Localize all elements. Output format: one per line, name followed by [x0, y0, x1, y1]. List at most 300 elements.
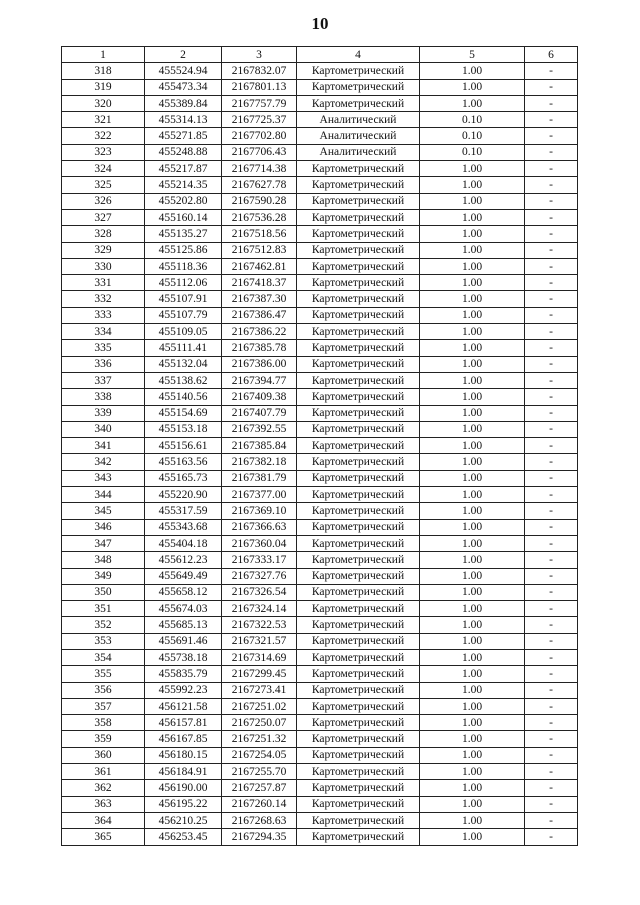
point-number-cell: 336 [62, 356, 145, 372]
x-coordinate-cell: 455160.14 [145, 209, 222, 225]
table-row [62, 535, 578, 551]
point-number-cell: 342 [62, 454, 145, 470]
table-row [62, 780, 578, 796]
y-coordinate-cell: 2167386.47 [222, 307, 297, 323]
accuracy-cell: 1.00 [420, 389, 525, 405]
point-number-cell: 340 [62, 421, 145, 437]
table-row [62, 682, 578, 698]
table-row [62, 356, 578, 372]
y-coordinate-cell: 2167381.79 [222, 470, 297, 486]
note-cell: - [525, 617, 578, 633]
accuracy-cell: 1.00 [420, 275, 525, 291]
table-row [62, 731, 578, 747]
x-coordinate-cell: 456167.85 [145, 731, 222, 747]
accuracy-cell: 1.00 [420, 242, 525, 258]
x-coordinate-cell: 455220.90 [145, 487, 222, 503]
accuracy-cell: 1.00 [420, 812, 525, 828]
y-coordinate-cell: 2167702.80 [222, 128, 297, 144]
method-cell: Картометрический [297, 487, 420, 503]
note-cell: - [525, 731, 578, 747]
table-row [62, 372, 578, 388]
method-cell: Картометрический [297, 682, 420, 698]
point-number-cell: 353 [62, 633, 145, 649]
y-coordinate-cell: 2167273.41 [222, 682, 297, 698]
method-cell: Картометрический [297, 470, 420, 486]
accuracy-cell: 1.00 [420, 649, 525, 665]
accuracy-cell: 1.00 [420, 226, 525, 242]
method-cell: Картометрический [297, 584, 420, 600]
table-row [62, 226, 578, 242]
table-row [62, 812, 578, 828]
method-cell: Картометрический [297, 829, 420, 845]
method-cell: Картометрический [297, 519, 420, 535]
point-number-cell: 335 [62, 340, 145, 356]
y-coordinate-cell: 2167462.81 [222, 258, 297, 274]
x-coordinate-cell: 455153.18 [145, 421, 222, 437]
table-row [62, 438, 578, 454]
method-cell: Картометрический [297, 79, 420, 95]
note-cell: - [525, 324, 578, 340]
note-cell: - [525, 796, 578, 812]
accuracy-cell: 1.00 [420, 405, 525, 421]
table-row [62, 829, 578, 845]
x-coordinate-cell: 455691.46 [145, 633, 222, 649]
note-cell: - [525, 177, 578, 193]
method-cell: Картометрический [297, 649, 420, 665]
note-cell: - [525, 275, 578, 291]
x-coordinate-cell: 455992.23 [145, 682, 222, 698]
y-coordinate-cell: 2167257.87 [222, 780, 297, 796]
table-row [62, 291, 578, 307]
method-cell: Картометрический [297, 454, 420, 470]
note-cell: - [525, 193, 578, 209]
method-cell: Картометрический [297, 421, 420, 437]
table-row [62, 421, 578, 437]
y-coordinate-cell: 2167260.14 [222, 796, 297, 812]
x-coordinate-cell: 455132.04 [145, 356, 222, 372]
method-cell: Картометрический [297, 340, 420, 356]
y-coordinate-cell: 2167255.70 [222, 764, 297, 780]
point-number-cell: 328 [62, 226, 145, 242]
method-cell: Картометрический [297, 356, 420, 372]
x-coordinate-cell: 456195.22 [145, 796, 222, 812]
point-number-cell: 327 [62, 209, 145, 225]
note-cell: - [525, 372, 578, 388]
method-cell: Картометрический [297, 258, 420, 274]
method-cell: Картометрический [297, 633, 420, 649]
table-body [62, 63, 578, 845]
y-coordinate-cell: 2167382.18 [222, 454, 297, 470]
method-cell: Картометрический [297, 405, 420, 421]
y-coordinate-cell: 2167386.00 [222, 356, 297, 372]
note-cell: - [525, 633, 578, 649]
point-number-cell: 323 [62, 144, 145, 160]
x-coordinate-cell: 455738.18 [145, 649, 222, 665]
x-coordinate-cell: 455674.03 [145, 601, 222, 617]
point-number-cell: 364 [62, 812, 145, 828]
note-cell: - [525, 161, 578, 177]
note-cell: - [525, 780, 578, 796]
table-row [62, 649, 578, 665]
y-coordinate-cell: 2167518.56 [222, 226, 297, 242]
accuracy-cell: 1.00 [420, 552, 525, 568]
point-number-cell: 359 [62, 731, 145, 747]
point-number-cell: 352 [62, 617, 145, 633]
note-cell: - [525, 666, 578, 682]
x-coordinate-cell: 455154.69 [145, 405, 222, 421]
table-row [62, 666, 578, 682]
method-cell: Картометрический [297, 812, 420, 828]
x-coordinate-cell: 455165.73 [145, 470, 222, 486]
accuracy-cell: 1.00 [420, 584, 525, 600]
x-coordinate-cell: 455107.79 [145, 307, 222, 323]
y-coordinate-cell: 2167714.38 [222, 161, 297, 177]
y-coordinate-cell: 2167407.79 [222, 405, 297, 421]
x-coordinate-cell: 455389.84 [145, 95, 222, 111]
table-row [62, 503, 578, 519]
note-cell: - [525, 747, 578, 763]
note-cell: - [525, 389, 578, 405]
accuracy-cell: 0.10 [420, 112, 525, 128]
y-coordinate-cell: 2167387.30 [222, 291, 297, 307]
coordinates-table [61, 46, 578, 846]
accuracy-cell: 1.00 [420, 535, 525, 551]
accuracy-cell: 1.00 [420, 421, 525, 437]
note-cell: - [525, 584, 578, 600]
accuracy-cell: 1.00 [420, 209, 525, 225]
y-coordinate-cell: 2167314.69 [222, 649, 297, 665]
note-cell: - [525, 829, 578, 845]
point-number-cell: 365 [62, 829, 145, 845]
method-cell: Картометрический [297, 438, 420, 454]
y-coordinate-cell: 2167251.32 [222, 731, 297, 747]
note-cell: - [525, 601, 578, 617]
point-number-cell: 358 [62, 715, 145, 731]
note-cell: - [525, 63, 578, 79]
y-coordinate-cell: 2167369.10 [222, 503, 297, 519]
point-number-cell: 349 [62, 568, 145, 584]
table-row [62, 177, 578, 193]
note-cell: - [525, 764, 578, 780]
y-coordinate-cell: 2167299.45 [222, 666, 297, 682]
x-coordinate-cell: 456190.00 [145, 780, 222, 796]
table-row [62, 161, 578, 177]
y-coordinate-cell: 2167254.05 [222, 747, 297, 763]
y-coordinate-cell: 2167394.77 [222, 372, 297, 388]
method-cell: Картометрический [297, 372, 420, 388]
x-coordinate-cell: 455649.49 [145, 568, 222, 584]
accuracy-cell: 1.00 [420, 79, 525, 95]
x-coordinate-cell: 455314.13 [145, 112, 222, 128]
table-row [62, 324, 578, 340]
table-row [62, 144, 578, 160]
y-coordinate-cell: 2167832.07 [222, 63, 297, 79]
point-number-cell: 334 [62, 324, 145, 340]
y-coordinate-cell: 2167324.14 [222, 601, 297, 617]
method-cell: Картометрический [297, 666, 420, 682]
accuracy-cell: 1.00 [420, 372, 525, 388]
point-number-cell: 348 [62, 552, 145, 568]
point-number-cell: 347 [62, 535, 145, 551]
table-row [62, 764, 578, 780]
y-coordinate-cell: 2167385.84 [222, 438, 297, 454]
x-coordinate-cell: 455107.91 [145, 291, 222, 307]
table-row [62, 128, 578, 144]
method-cell: Картометрический [297, 796, 420, 812]
x-coordinate-cell: 455612.23 [145, 552, 222, 568]
note-cell: - [525, 307, 578, 323]
point-number-cell: 333 [62, 307, 145, 323]
method-cell: Картометрический [297, 601, 420, 617]
note-cell: - [525, 258, 578, 274]
method-cell: Картометрический [297, 535, 420, 551]
method-cell: Картометрический [297, 226, 420, 242]
y-coordinate-cell: 2167801.13 [222, 79, 297, 95]
table-row [62, 747, 578, 763]
y-coordinate-cell: 2167725.37 [222, 112, 297, 128]
accuracy-cell: 1.00 [420, 601, 525, 617]
accuracy-cell: 1.00 [420, 438, 525, 454]
accuracy-cell: 1.00 [420, 682, 525, 698]
note-cell: - [525, 698, 578, 714]
point-number-cell: 357 [62, 698, 145, 714]
accuracy-cell: 1.00 [420, 470, 525, 486]
method-cell: Картометрический [297, 161, 420, 177]
y-coordinate-cell: 2167268.63 [222, 812, 297, 828]
point-number-cell: 324 [62, 161, 145, 177]
x-coordinate-cell: 455111.41 [145, 340, 222, 356]
point-number-cell: 356 [62, 682, 145, 698]
x-coordinate-cell: 455473.34 [145, 79, 222, 95]
note-cell: - [525, 405, 578, 421]
point-number-cell: 321 [62, 112, 145, 128]
x-coordinate-cell: 455217.87 [145, 161, 222, 177]
point-number-cell: 339 [62, 405, 145, 421]
method-cell: Картометрический [297, 95, 420, 111]
y-coordinate-cell: 2167512.83 [222, 242, 297, 258]
note-cell: - [525, 421, 578, 437]
method-cell: Картометрический [297, 731, 420, 747]
note-cell: - [525, 128, 578, 144]
method-cell: Картометрический [297, 193, 420, 209]
point-number-cell: 326 [62, 193, 145, 209]
table-row [62, 584, 578, 600]
x-coordinate-cell: 455214.35 [145, 177, 222, 193]
y-coordinate-cell: 2167251.02 [222, 698, 297, 714]
note-cell: - [525, 519, 578, 535]
table-row [62, 519, 578, 535]
table-row [62, 568, 578, 584]
table-row [62, 470, 578, 486]
accuracy-cell: 1.00 [420, 666, 525, 682]
note-cell: - [525, 552, 578, 568]
note-cell: - [525, 112, 578, 128]
table-row [62, 715, 578, 731]
method-cell: Картометрический [297, 698, 420, 714]
table-row [62, 487, 578, 503]
method-cell: Картометрический [297, 275, 420, 291]
point-number-cell: 354 [62, 649, 145, 665]
note-cell: - [525, 649, 578, 665]
x-coordinate-cell: 456180.15 [145, 747, 222, 763]
page-number: 10 [311, 14, 329, 33]
accuracy-cell: 1.00 [420, 617, 525, 633]
column-header: 4 [297, 47, 420, 63]
accuracy-cell: 1.00 [420, 487, 525, 503]
accuracy-cell: 1.00 [420, 193, 525, 209]
table-row [62, 698, 578, 714]
note-cell: - [525, 226, 578, 242]
accuracy-cell: 1.00 [420, 324, 525, 340]
accuracy-cell: 1.00 [420, 731, 525, 747]
table-row [62, 275, 578, 291]
table-row [62, 307, 578, 323]
y-coordinate-cell: 2167536.28 [222, 209, 297, 225]
y-coordinate-cell: 2167627.78 [222, 177, 297, 193]
table-row [62, 79, 578, 95]
note-cell: - [525, 535, 578, 551]
x-coordinate-cell: 456157.81 [145, 715, 222, 731]
note-cell: - [525, 144, 578, 160]
y-coordinate-cell: 2167418.37 [222, 275, 297, 291]
method-cell: Картометрический [297, 747, 420, 763]
x-coordinate-cell: 455835.79 [145, 666, 222, 682]
point-number-cell: 344 [62, 487, 145, 503]
point-number-cell: 337 [62, 372, 145, 388]
accuracy-cell: 1.00 [420, 519, 525, 535]
accuracy-cell: 1.00 [420, 796, 525, 812]
point-number-cell: 332 [62, 291, 145, 307]
y-coordinate-cell: 2167386.22 [222, 324, 297, 340]
accuracy-cell: 0.10 [420, 144, 525, 160]
y-coordinate-cell: 2167706.43 [222, 144, 297, 160]
y-coordinate-cell: 2167326.54 [222, 584, 297, 600]
table-row [62, 617, 578, 633]
table-header-row [62, 47, 578, 63]
method-cell: Картометрический [297, 63, 420, 79]
point-number-cell: 345 [62, 503, 145, 519]
accuracy-cell: 1.00 [420, 340, 525, 356]
point-number-cell: 331 [62, 275, 145, 291]
x-coordinate-cell: 456210.25 [145, 812, 222, 828]
method-cell: Картометрический [297, 503, 420, 519]
note-cell: - [525, 340, 578, 356]
x-coordinate-cell: 455135.27 [145, 226, 222, 242]
table-row [62, 63, 578, 79]
x-coordinate-cell: 456184.91 [145, 764, 222, 780]
table-row [62, 95, 578, 111]
method-cell: Картометрический [297, 568, 420, 584]
note-cell: - [525, 79, 578, 95]
point-number-cell: 325 [62, 177, 145, 193]
method-cell: Картометрический [297, 715, 420, 731]
note-cell: - [525, 356, 578, 372]
note-cell: - [525, 487, 578, 503]
accuracy-cell: 1.00 [420, 291, 525, 307]
y-coordinate-cell: 2167360.04 [222, 535, 297, 551]
x-coordinate-cell: 455112.06 [145, 275, 222, 291]
point-number-cell: 318 [62, 63, 145, 79]
table-row [62, 796, 578, 812]
x-coordinate-cell: 455202.80 [145, 193, 222, 209]
note-cell: - [525, 470, 578, 486]
column-header: 6 [525, 47, 578, 63]
table-row [62, 454, 578, 470]
table-row [62, 242, 578, 258]
method-cell: Картометрический [297, 291, 420, 307]
note-cell: - [525, 682, 578, 698]
point-number-cell: 319 [62, 79, 145, 95]
x-coordinate-cell: 456253.45 [145, 829, 222, 845]
column-header: 1 [62, 47, 145, 63]
table-row [62, 112, 578, 128]
y-coordinate-cell: 2167590.28 [222, 193, 297, 209]
method-cell: Картометрический [297, 764, 420, 780]
accuracy-cell: 1.00 [420, 258, 525, 274]
x-coordinate-cell: 455248.88 [145, 144, 222, 160]
x-coordinate-cell: 455163.56 [145, 454, 222, 470]
accuracy-cell: 1.00 [420, 747, 525, 763]
point-number-cell: 322 [62, 128, 145, 144]
point-number-cell: 341 [62, 438, 145, 454]
x-coordinate-cell: 455317.59 [145, 503, 222, 519]
column-header: 5 [420, 47, 525, 63]
y-coordinate-cell: 2167385.78 [222, 340, 297, 356]
y-coordinate-cell: 2167322.53 [222, 617, 297, 633]
accuracy-cell: 1.00 [420, 633, 525, 649]
accuracy-cell: 1.00 [420, 698, 525, 714]
note-cell: - [525, 454, 578, 470]
x-coordinate-cell: 455685.13 [145, 617, 222, 633]
x-coordinate-cell: 455125.86 [145, 242, 222, 258]
note-cell: - [525, 438, 578, 454]
method-cell: Картометрический [297, 307, 420, 323]
accuracy-cell: 1.00 [420, 454, 525, 470]
note-cell: - [525, 95, 578, 111]
point-number-cell: 360 [62, 747, 145, 763]
y-coordinate-cell: 2167250.07 [222, 715, 297, 731]
y-coordinate-cell: 2167327.76 [222, 568, 297, 584]
note-cell: - [525, 715, 578, 731]
method-cell: Картометрический [297, 552, 420, 568]
accuracy-cell: 1.00 [420, 161, 525, 177]
table-row [62, 389, 578, 405]
y-coordinate-cell: 2167294.35 [222, 829, 297, 845]
y-coordinate-cell: 2167409.38 [222, 389, 297, 405]
point-number-cell: 350 [62, 584, 145, 600]
note-cell: - [525, 812, 578, 828]
point-number-cell: 361 [62, 764, 145, 780]
point-number-cell: 362 [62, 780, 145, 796]
x-coordinate-cell: 455271.85 [145, 128, 222, 144]
y-coordinate-cell: 2167377.00 [222, 487, 297, 503]
point-number-cell: 320 [62, 95, 145, 111]
y-coordinate-cell: 2167392.55 [222, 421, 297, 437]
y-coordinate-cell: 2167757.79 [222, 95, 297, 111]
point-number-cell: 355 [62, 666, 145, 682]
accuracy-cell: 1.00 [420, 780, 525, 796]
accuracy-cell: 1.00 [420, 63, 525, 79]
accuracy-cell: 1.00 [420, 829, 525, 845]
table-row [62, 258, 578, 274]
method-cell: Картометрический [297, 617, 420, 633]
column-header: 3 [222, 47, 297, 63]
point-number-cell: 329 [62, 242, 145, 258]
accuracy-cell: 1.00 [420, 177, 525, 193]
x-coordinate-cell: 455404.18 [145, 535, 222, 551]
method-cell: Картометрический [297, 209, 420, 225]
point-number-cell: 363 [62, 796, 145, 812]
